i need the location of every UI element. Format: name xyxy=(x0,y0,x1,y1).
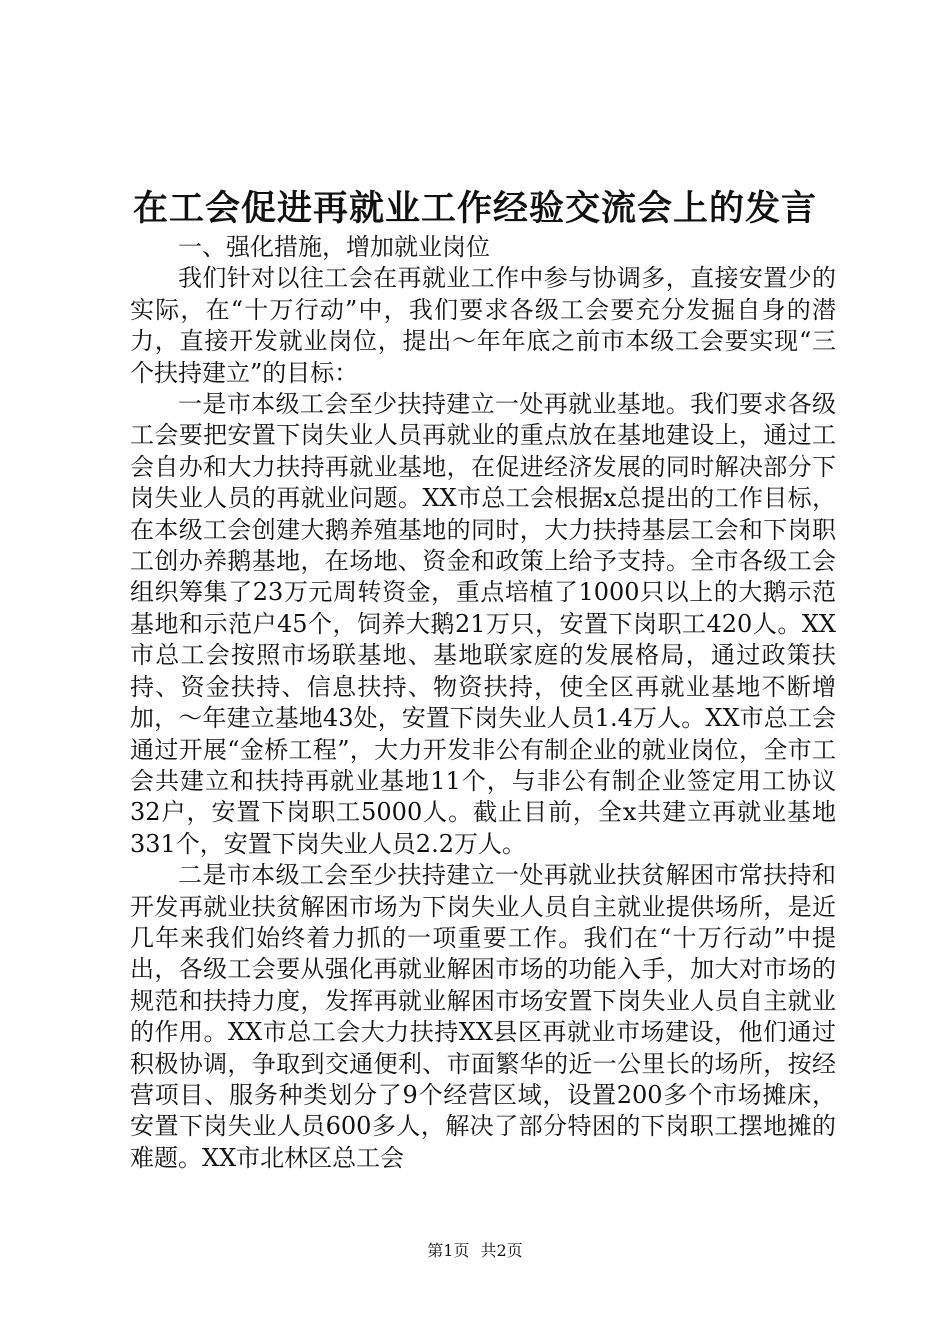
page-total: 共2页 xyxy=(480,1241,523,1260)
page-footer xyxy=(0,1240,950,1262)
document-title: 在工会促进再就业工作经验交流会上的发言 xyxy=(132,188,817,229)
section-heading: 一、强化措施，增加就业岗位 xyxy=(178,233,490,261)
document-body xyxy=(130,232,836,1174)
body-paragraph: 一是市本级工会至少扶持建立一处再就业基地。我们要求各级工会要把安置下岗失业人员再就业的重点放在基地建设上，通过工会自办和大力扶持再就业基地，在促进经济发展的同时解决部分下岗失业人员的再就业问题。XX市总工会根据x总提出的工作目标，在本级工会创建大鹅养殖基地的同时，大力扶持基层工会和下岗职工创办养鹅基地，在场地、资金和政策上给予支持。全市各级工会组织筹集了23万元周转资金，重点培植了1000只以上的大鹅示范基地和示范户45个，饲养大鹅21万只，安置下岗职工420人。XX市总工会按照市场联基地、基地联家庭的发展格局，通过政策扶持、资金扶持、信息扶持、物资扶持，使全区再就业基地不断增加，～年建立基地43处，安置下岗失业人员1.4万人。XX市总工会通过开展“金桥工程”，大力开发非公有制企业的就业岗位，全市工会共建立和扶持再就业基地11个，与非公有制企业签定用工协议32户，安置下岗职工5000人。截止目前，全x共建立再就业基地331个，安置下岗失业人员2.2万人。 xyxy=(130,390,836,858)
body-paragraph: 二是市本级工会至少扶持建立一处再就业扶贫解困市常扶持和开发再就业扶贫解困市场为下岗失业人员自主就业提供场所，是近几年来我们始终着力抓的一项重要工作。我们在“十万行动”中提出，各级工会要从强化再就业解困市场的功能入手，加大对市场的规范和扶持力度，发挥再就业解困市场安置下岗失业人员自主就业的作用。XX市总工会大力扶持XX县区再就业市场建设，他们通过积极协调，争取到交通便利、市面繁华的近一公里长的场所，按经营项目、服务种类划分了9个经营区域，设置200多个市场摊床，安置下岗失业人员600多人，解决了部分特困的下岗职工摆地摊的难题。XX市北林区总工会 xyxy=(130,861,836,1172)
page-number: 第1页 xyxy=(427,1241,470,1260)
body-paragraph: 我们针对以往工会在再就业工作中参与协调多，直接安置少的实际，在“十万行动”中，我们要求各级工会要充分发掘自身的潜力，直接开发就业岗位，提出～年年底之前市本级工会要实现“三个扶持建立”的目标： xyxy=(130,264,836,387)
